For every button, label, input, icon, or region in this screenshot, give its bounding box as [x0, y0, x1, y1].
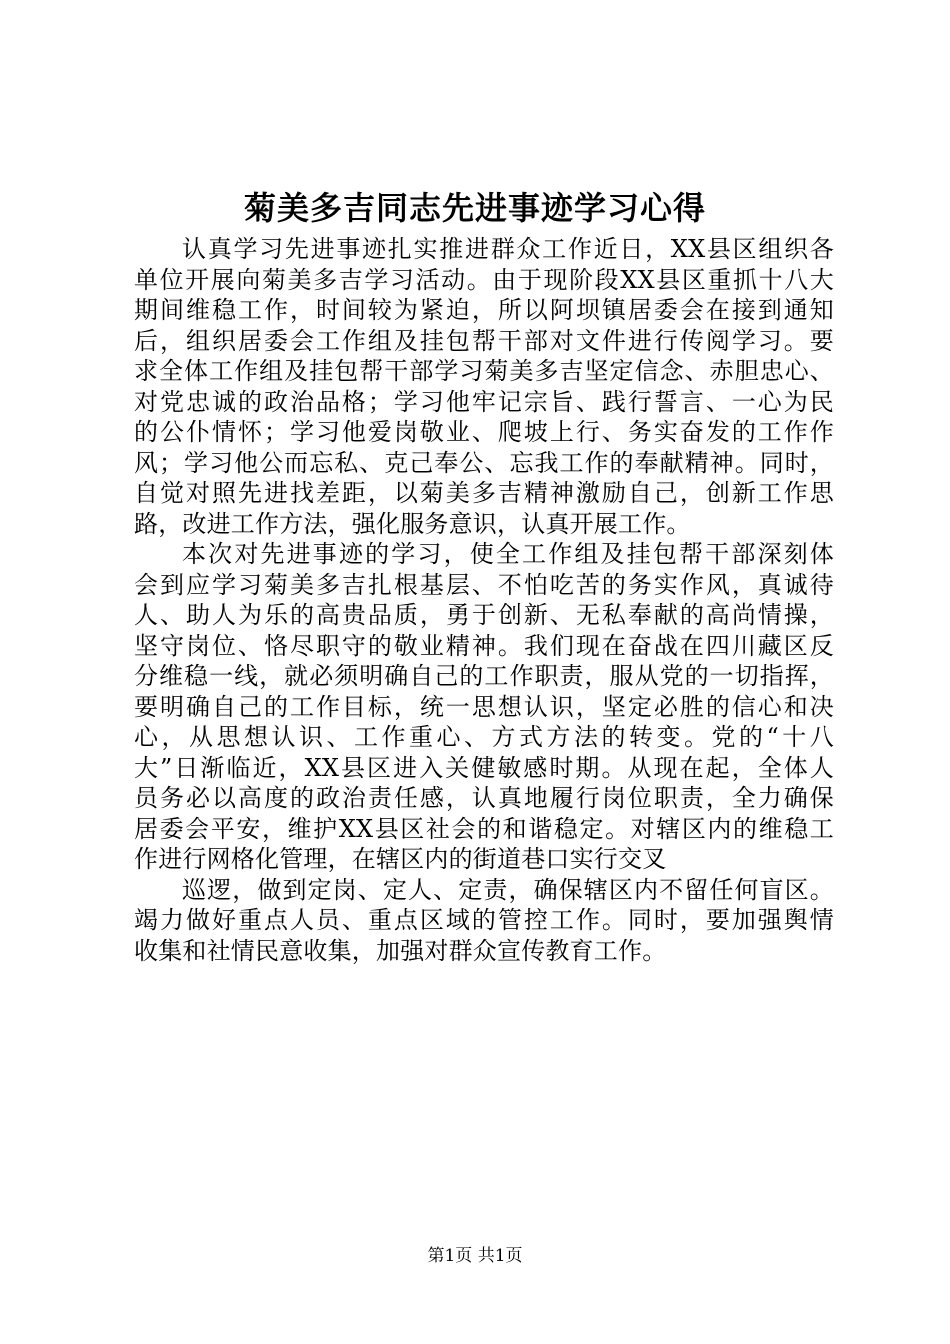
paragraph-line: 期间维稳工作，时间较为紧迫，所以阿坝镇居委会在接到通知 — [134, 296, 834, 324]
paragraph-line: 收集和社情民意收集，加强对群众宣传教育工作。 — [134, 936, 667, 965]
document-title: 菊美多吉同志先进事迹学习心得 — [243, 189, 706, 227]
paragraph-line: 认真学习先进事迹扎实推进群众工作近日，XX县区组织各 — [182, 235, 834, 263]
paragraph-line: 求全体工作组及挂包帮干部学习菊美多吉坚定信念、赤胆忠心、 — [134, 357, 834, 385]
paragraph-line: 风；学习他公而忘私、克己奉公、忘我工作的奉献精神。同时， — [134, 448, 834, 477]
paragraph-line: 对党忠诚的政治品格；学习他牢记宗旨、践行誓言、一心为民 — [134, 387, 834, 416]
paragraph-line: 居委会平安，维护XX县区社会的和谐稳定。对辖区内的维稳工 — [134, 814, 834, 843]
paragraph-line: 员务必以高度的政治责任感，认真地履行岗位职责，全力确保 — [134, 784, 834, 812]
paragraph-3 — [134, 875, 834, 967]
paragraph-line: 自觉对照先进找差距，以菊美多吉精神激励自己，创新工作思 — [134, 479, 834, 507]
paragraph-line: 人、助人为乐的高贵品质，勇于创新、无私奉献的高尚情操， — [134, 601, 834, 629]
page-footer: 第1页 共1页 — [427, 1246, 523, 1266]
paragraph-line: 后，组织居委会工作组及挂包帮干部对文件进行传阅学习。要 — [134, 326, 834, 355]
paragraph-line: 单位开展向菊美多吉学习活动。由于现阶段XX县区重抓十八大 — [134, 265, 834, 294]
paragraph-line: 的公仆情怀；学习他爱岗敬业、爬坡上行、务实奋发的工作作 — [134, 418, 834, 446]
paragraph-line: 坚守岗位、恪尽职守的敬业精神。我们现在奋战在四川藏区反 — [134, 631, 834, 660]
paragraph-line: 要明确自己的工作目标，统一思想认识，坚定必胜的信心和决 — [134, 692, 834, 721]
paragraph-2 — [134, 539, 834, 875]
paragraph-line: 巡逻，做到定岗、定人、定责，确保辖区内不留任何盲区。 — [182, 875, 834, 904]
paragraph-line: 本次对先进事迹的学习，使全工作组及挂包帮干部深刻体 — [182, 540, 834, 568]
paragraph-line: 竭力做好重点人员、重点区域的管控工作。同时，要加强舆情 — [134, 906, 834, 934]
paragraph-line: 作进行网格化管理，在辖区内的街道巷口实行交叉 — [134, 845, 667, 873]
paragraph-line: 会到应学习菊美多吉扎根基层、不怕吃苦的务实作风，真诚待 — [134, 570, 834, 599]
paragraph-1 — [134, 234, 834, 539]
document-body — [134, 234, 834, 966]
paragraph-line: 大”日渐临近，XX县区进入关健敏感时期。从现在起，全体人 — [134, 753, 834, 782]
paragraph-line: 分维稳一线，就必须明确自己的工作职责，服从党的一切指挥， — [134, 662, 834, 690]
paragraph-line: 心，从思想认识、工作重心、方式方法的转变。党的“十八 — [134, 723, 834, 751]
paragraph-line: 路，改进工作方法，强化服务意识，认真开展工作。 — [134, 509, 691, 538]
